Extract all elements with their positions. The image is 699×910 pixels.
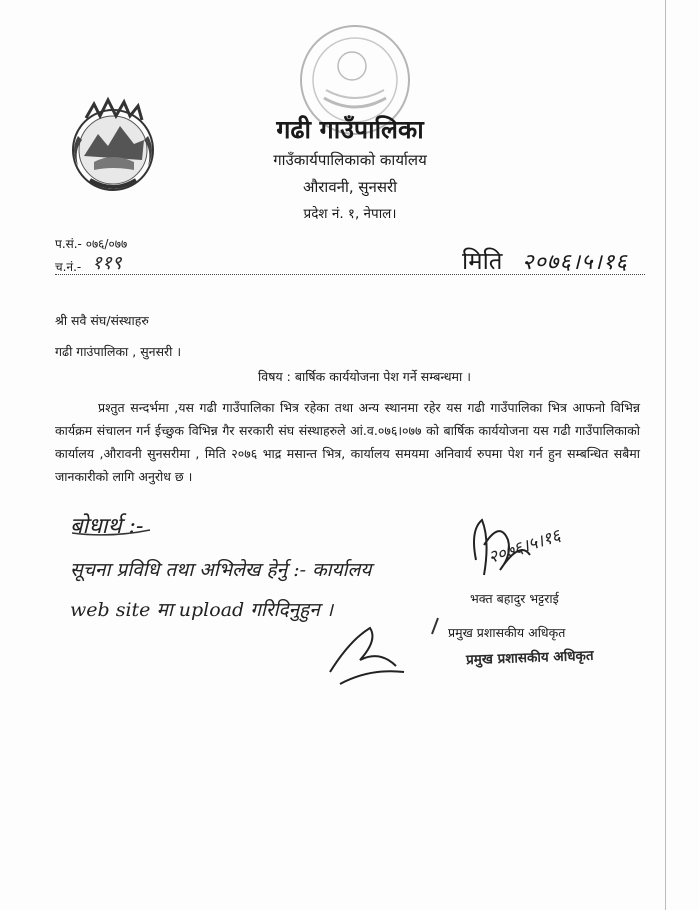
reference-cn-value: ११९ bbox=[92, 252, 122, 274]
office-location: औरावनी, सुनसरी bbox=[302, 178, 398, 196]
handwritten-date: २०७६।५।१६ bbox=[485, 525, 564, 568]
nepal-emblem-icon bbox=[64, 96, 162, 198]
signatory-stamp: प्रमुख प्रशासकीय अधिकृत bbox=[465, 647, 594, 669]
office-name: गाउँकार्यपालिकाको कार्यालय bbox=[273, 151, 427, 169]
date-value: २०७६।५।१६ bbox=[522, 250, 628, 275]
signatory-title: प्रमुख प्रशासकीय अधिकृत bbox=[448, 625, 566, 640]
handwritten-note-line-2: web site मा upload गरिदिनुहुन । bbox=[70, 599, 334, 621]
body-paragraph: प्रश्तुत सन्दर्भमा ,यस गढी गाउँपालिका भित्र रहेका तथा अन्य स्थानमा रहेर यस गढी गाउँपालिका भित्र आफनो विभिन्न कार्यक्रम संचालन गर्न ईच्छुक विभिन्न गैर सरकारी संघ संस्थाहरुले आं.व.०७६।०७७ को बार्षिक कार्ययोजना यस गढी गाउँपालिकाको कार्यालय ,औरावनी सुनसरीमा , मिति २०७६ भाद्र मसान्त भित्र, कार्यालय समयमा अनिवार्य रुपमा पेश गर्न हुन सम्बन्धित सबैमा जानकारीको लागि अनुरोध छ । bbox=[55, 400, 640, 484]
date-label: मिति bbox=[462, 247, 503, 275]
scan-edge bbox=[665, 0, 666, 910]
reference-ps: प.सं.- ०७६/०७७ bbox=[55, 237, 128, 251]
province-line: प्रदेश नं. १, नेपाल। bbox=[303, 206, 397, 222]
reference-cn-label: च.नं.- bbox=[55, 260, 82, 274]
handwritten-note-line-1: सूचना प्रविधि तथा अभिलेख हेर्नु :- कार्यालय bbox=[70, 559, 372, 581]
recipient-line-2: गढी गाउंपालिका , सुनसरी । bbox=[55, 344, 182, 359]
subject-line: विषय : बार्षिक कार्ययोजना पेश गर्ने सम्बन्धमा । bbox=[258, 369, 471, 384]
handwritten-note-heading: बोधार्थ :- bbox=[70, 514, 144, 539]
page-title: गढी गाउँपालिका bbox=[276, 115, 424, 144]
recipient-line-1: श्री सवै संघ/संस्थाहरु bbox=[55, 313, 149, 328]
signatory-name: भक्त बहादुर भट्टराई bbox=[470, 591, 559, 606]
header-divider bbox=[55, 274, 645, 275]
